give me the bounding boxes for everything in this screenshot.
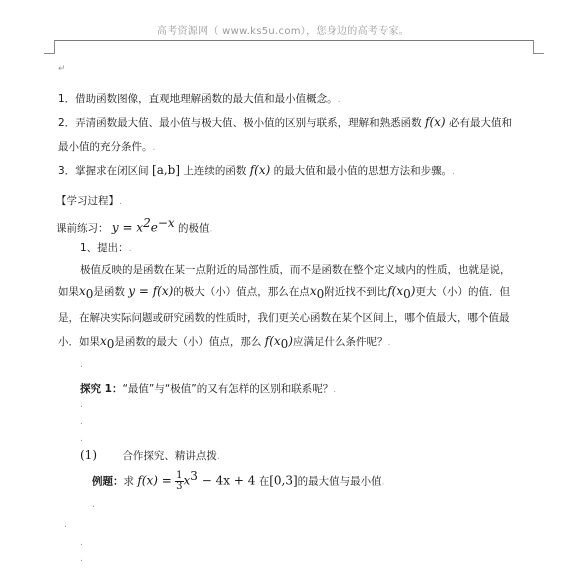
p4-b: 是函数的最大（小）值点，那么	[114, 336, 262, 348]
raise-label-text: 1、提出：	[80, 242, 129, 254]
goal-2-fx: f(x)	[425, 115, 446, 129]
pre-exercise	[56, 216, 212, 236]
item-1	[80, 448, 220, 463]
goal-2-text-a: 2．弄清函数最大值、最小值与极大值、极小值的区别与联系，理解和熟悉函数	[58, 117, 422, 129]
example-x3: x	[183, 473, 191, 488]
exercise-tail: 的极值	[178, 222, 210, 235]
empty-para-mark: .	[80, 434, 83, 444]
raise-label	[80, 240, 132, 255]
goal-2-text-c: 最小值的充分条件。	[58, 141, 153, 153]
page-header-text: 高考资源网（ www.ks5u.com），您身边的高考专家。	[156, 26, 410, 37]
example-label: 例题：	[92, 475, 124, 488]
example-in: 在	[258, 475, 270, 488]
exercise-label: 课前练习：	[56, 222, 109, 235]
goal-3-text-a: 3．掌握求在闭区间	[58, 165, 149, 177]
crop-mark-top-right-h	[533, 53, 544, 54]
para-mark: .	[216, 452, 220, 462]
para-mark: .	[152, 143, 156, 153]
example-rest: − 4x + 4	[197, 473, 256, 488]
para-mark: .	[128, 244, 132, 254]
crop-mark-top-left	[54, 40, 55, 54]
para-4	[58, 334, 390, 351]
empty-para-mark: .	[80, 538, 83, 548]
p2-c: 的极大（小）值点，那么在点	[173, 286, 310, 298]
p2-x0b: x	[309, 284, 317, 298]
goal-1-text: 1．借助函数图像，直观地理解函数的最大值和最小值概念。	[58, 93, 338, 105]
goal-3-interval: [a,b]	[152, 163, 181, 177]
p2-fx0: f(x	[387, 284, 404, 298]
para-mark: .	[452, 167, 456, 177]
p4-fx0-end: )	[288, 334, 293, 348]
empty-para-mark: .	[92, 500, 95, 510]
fraction-denominator: 3	[176, 481, 183, 492]
goal-3-fx: f(x)	[249, 163, 271, 177]
p2-d: 附近找不到比	[324, 286, 388, 298]
p4-sub0b: 0	[280, 337, 289, 352]
crop-mark-top-left-h	[44, 53, 55, 54]
p4-x0: x	[100, 334, 107, 348]
section-title-text: 【学习过程】	[56, 195, 119, 207]
goal-3	[58, 163, 455, 178]
example-fraction	[175, 471, 183, 492]
para-mark: .	[337, 95, 341, 105]
example-fx: f(x) =	[137, 473, 172, 488]
example-a: 求	[123, 475, 134, 488]
goal-2-text-b: 必有最大值和	[448, 117, 512, 129]
p2-sub0b: 0	[316, 287, 325, 302]
p2-sub0: 0	[85, 287, 94, 302]
crop-mark-top-right	[533, 40, 534, 54]
example-interval: [0,3]	[269, 473, 298, 488]
exercise-sup1: 2	[143, 216, 151, 230]
empty-para-mark: .	[64, 520, 67, 530]
para-3: 是，在解决实际问题或研究函数的性质时，我们更关心函数在某个区间上，哪个值最大，哪个值最	[58, 312, 510, 324]
empty-para-mark: .	[80, 554, 83, 564]
empty-para-mark: .	[80, 417, 83, 427]
item-text: 合作探究、精讲点拨	[122, 450, 217, 462]
header-rule	[54, 40, 533, 41]
para-mark: .	[387, 338, 391, 348]
p2-y: y = f(x)	[128, 284, 174, 298]
example	[92, 466, 385, 493]
exercise-sup2: −x	[157, 216, 175, 230]
goal-2	[58, 115, 512, 130]
p2-a: 如果	[58, 286, 79, 298]
para-mark: .	[209, 224, 213, 235]
p4-c: 应满足什么条件呢？	[292, 336, 388, 348]
para-mark: .	[381, 477, 385, 488]
return-mark: ↵	[58, 64, 66, 74]
goal-1	[58, 91, 341, 106]
item-number: (1)	[80, 448, 97, 462]
exercise-e: e	[150, 220, 158, 235]
goal-2-cont	[58, 139, 155, 154]
section-title	[56, 193, 122, 208]
explore-label: 探究 1：	[80, 383, 123, 395]
p2-b: 是函数	[93, 286, 125, 298]
para-2	[58, 284, 510, 301]
empty-para-mark: .	[80, 400, 83, 410]
p4-sub0: 0	[106, 337, 115, 352]
p2-sub0c: 0	[403, 287, 411, 302]
para-mark: .	[119, 197, 122, 207]
p2-e: 更大（小）的值．但	[415, 286, 510, 298]
explore-text: “最值”与“极值”的又有怎样的区别和联系呢？	[122, 383, 334, 395]
p2-x0: x	[79, 284, 86, 298]
p2-fx0-end: )	[410, 284, 416, 298]
explore-1	[80, 381, 336, 396]
exercise-expr: y = x	[111, 220, 144, 235]
p4-fx0: f(x	[264, 334, 281, 348]
goal-3-text-c: 的最大值和最小值的思想方法和步骤。	[273, 165, 453, 177]
empty-para-mark: .	[80, 360, 83, 370]
p4-a: 小．如果	[58, 336, 100, 348]
example-tail: 的最大值与最小值	[297, 475, 382, 488]
example-sup3: 3	[190, 469, 198, 483]
para-mark: .	[333, 385, 337, 395]
para-1: 极值反映的是函数在某一点附近的局部性质，而不是函数在整个定义域内的性质，也就是说，	[80, 264, 511, 276]
fraction-numerator: 1	[176, 470, 183, 481]
goal-3-text-b: 上连续的函数	[183, 165, 247, 177]
